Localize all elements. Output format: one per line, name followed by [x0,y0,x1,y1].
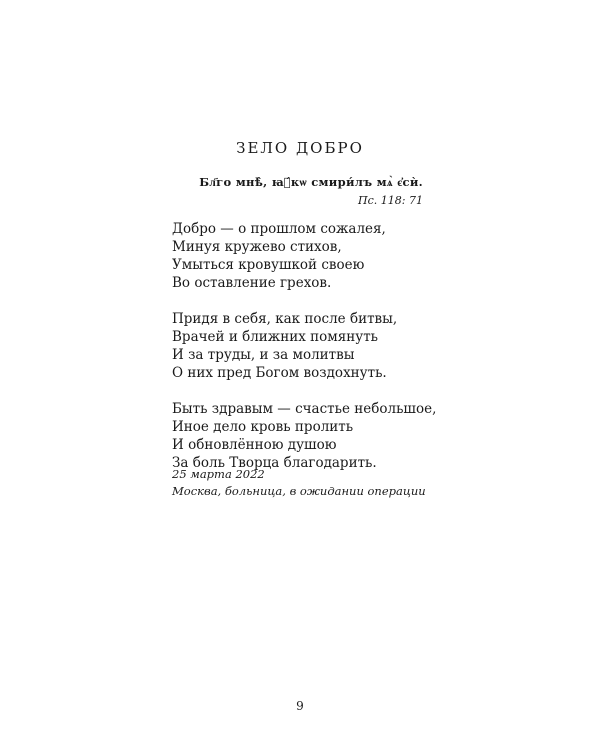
poem-title: ЗЕЛО ДОБРО [236,139,364,157]
poem-line: Во оставление грехов. [172,275,332,291]
poem-line: О них пред Богом воздохнуть. [172,365,387,381]
stanza-1 [172,220,436,292]
poem-line: За боль Творца благодарить. [172,455,377,471]
poem-line: Придя в себя, как после битвы, [172,311,398,327]
poem-line: И за труды, и за молитвы [172,347,355,363]
poem-line: Быть здравым — счастье небольшое, [172,401,437,417]
poem-line: Врачей и ближних помянуть [172,329,379,345]
poem-line: Добро — о прошлом сожалея, [172,221,386,237]
poem-line: Умыться кровушкой своею [172,257,365,273]
epigraph-text: Бл҃го мнѣ̀, ꙗ҆́кѡ смири́лъ мѧ̀ є҆сѝ. [199,175,423,189]
stanza-3 [172,400,436,472]
dateline [172,466,426,500]
epigraph [199,174,423,209]
stanza-2 [172,310,436,382]
page-number: 9 [296,699,304,713]
poem-body [172,220,436,490]
place-text: Москва, больница, в ожидании операции [172,484,426,498]
epigraph-source: Пс. 118: 71 [358,194,423,207]
poem-line: И обновлённою душою [172,437,337,453]
date-text: 25 марта 2022 [172,467,265,481]
poem-line: Иное дело кровь пролить [172,419,354,435]
poem-line: Минуя кружево стихов, [172,239,342,255]
